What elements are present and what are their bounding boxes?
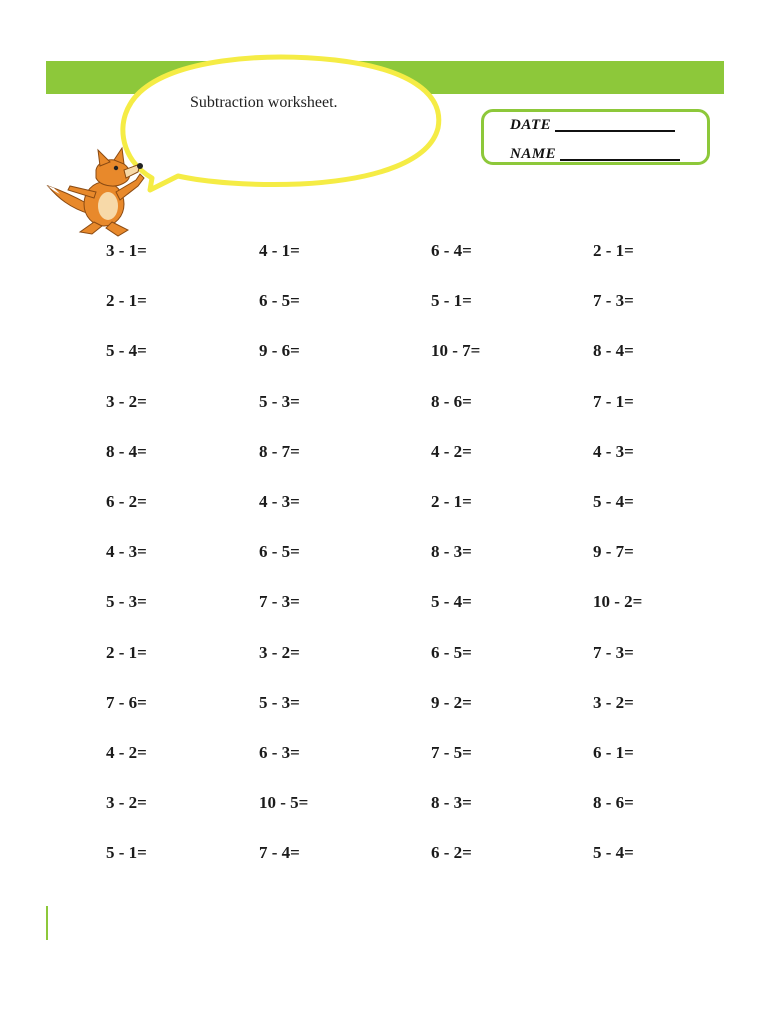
problem-item: 6 - 2=: [431, 843, 472, 862]
problem-item: 7 - 3=: [259, 592, 300, 611]
problem-item: 5 - 1=: [106, 843, 147, 862]
problem-item: 7 - 3=: [593, 643, 634, 662]
problem-item: 2 - 1=: [593, 241, 634, 260]
problem-item: 10 - 5=: [259, 793, 309, 812]
problem-item: 6 - 2=: [106, 492, 147, 511]
problem-item: 4 - 2=: [106, 743, 147, 762]
problem-item: 5 - 1=: [431, 291, 472, 310]
problem-item: 9 - 2=: [431, 693, 472, 712]
problem-item: 6 - 4=: [431, 241, 472, 260]
student-info-box: [481, 109, 710, 165]
problem-item: 6 - 5=: [259, 291, 300, 310]
problem-item: 6 - 5=: [259, 542, 300, 561]
problem-item: 8 - 7=: [259, 442, 300, 461]
date-row: [510, 117, 675, 133]
problem-item: 7 - 3=: [593, 291, 634, 310]
problem-item: 7 - 4=: [259, 843, 300, 862]
problem-item: 4 - 3=: [106, 542, 147, 561]
problem-item: 5 - 4=: [431, 592, 472, 611]
problem-item: 9 - 7=: [593, 542, 634, 561]
problem-item: 3 - 2=: [593, 693, 634, 712]
problem-item: 7 - 6=: [106, 693, 147, 712]
name-field[interactable]: [560, 159, 680, 161]
problem-item: 3 - 1=: [106, 241, 147, 260]
problem-item: 7 - 5=: [431, 743, 472, 762]
problem-item: 6 - 1=: [593, 743, 634, 762]
name-row: [510, 146, 680, 162]
problem-item: 3 - 2=: [106, 793, 147, 812]
problem-item: 5 - 3=: [106, 592, 147, 611]
problem-item: 8 - 6=: [431, 392, 472, 411]
fox-icon: [40, 142, 170, 237]
problem-item: 5 - 4=: [593, 843, 634, 862]
problem-item: 6 - 5=: [431, 643, 472, 662]
margin-mark: [46, 906, 48, 940]
problem-item: 8 - 6=: [593, 793, 634, 812]
problem-item: 3 - 2=: [106, 392, 147, 411]
problem-item: 5 - 3=: [259, 693, 300, 712]
problem-item: 4 - 3=: [593, 442, 634, 461]
problem-item: 8 - 4=: [106, 442, 147, 461]
worksheet-title: Subtraction worksheet.: [190, 94, 338, 111]
date-field[interactable]: [555, 130, 675, 132]
problem-item: 9 - 6=: [259, 341, 300, 360]
problem-item: 5 - 4=: [593, 492, 634, 511]
problem-item: 4 - 2=: [431, 442, 472, 461]
problem-item: 5 - 4=: [106, 341, 147, 360]
problem-item: 8 - 3=: [431, 793, 472, 812]
problem-item: 2 - 1=: [106, 643, 147, 662]
problem-item: 6 - 3=: [259, 743, 300, 762]
problem-item: 5 - 3=: [259, 392, 300, 411]
problem-item: 4 - 3=: [259, 492, 300, 511]
problem-item: 10 - 7=: [431, 341, 481, 360]
problem-item: 3 - 2=: [259, 643, 300, 662]
problem-item: 2 - 1=: [106, 291, 147, 310]
name-label: NAME: [510, 146, 557, 162]
problem-item: 10 - 2=: [593, 592, 643, 611]
problem-item: 8 - 4=: [593, 341, 634, 360]
problem-item: 4 - 1=: [259, 241, 300, 260]
problem-item: 8 - 3=: [431, 542, 472, 561]
date-label: DATE: [510, 117, 552, 133]
problem-item: 2 - 1=: [431, 492, 472, 511]
problem-item: 7 - 1=: [593, 392, 634, 411]
